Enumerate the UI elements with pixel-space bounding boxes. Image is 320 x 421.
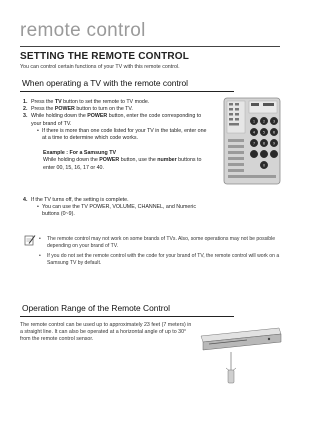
step-2-text-c: button to turn on the TV. [74, 106, 133, 113]
example-text-a: While holding down the [43, 157, 100, 164]
title-rule [20, 46, 280, 47]
example-block [31, 150, 209, 172]
note-item: • If you do not set the remote control with the code for your brand of TV, the remote control will work on a Samsung TV by default. [38, 253, 284, 267]
tv-operation-heading: When operating a TV with the remote control [22, 78, 189, 88]
range-heading: Operation Range of the Remote Control [22, 303, 171, 313]
step-2-text-b: POWER [54, 106, 75, 113]
range-text: The remote control can be used up to approximately 23 feet (7 meters) in a straight line. It can also be operated at a horizontal angle of up to 30° from the remote control sensor. [20, 322, 192, 342]
step-1-text-a: Press the [31, 99, 55, 105]
tv-operation-rule [20, 91, 234, 92]
step-2 [23, 106, 209, 113]
step-2-number: 2. [23, 106, 28, 113]
step-4-text: If the TV turns off, the setting is complete. [31, 197, 129, 203]
svg-text:6: 6 [272, 130, 276, 135]
step-4-block [23, 197, 209, 219]
svg-text:7: 7 [252, 141, 256, 146]
range-rule [20, 316, 234, 317]
step-4-bullet: • You can use the TV POWER, VOLUME, CHANNEL, and Numeric buttons (0~9). [31, 204, 209, 218]
step-3-text-c: button, enter the code corresponding to your brand of TV. [31, 113, 202, 127]
step-3-text-a: While holding down the [31, 113, 88, 120]
svg-text:9: 9 [272, 141, 276, 146]
svg-text:5: 5 [262, 130, 266, 135]
example-text-d: number [157, 157, 177, 164]
svg-text:2: 2 [262, 119, 266, 124]
page-title: remote control [20, 20, 146, 41]
svg-text:0: 0 [262, 163, 266, 168]
notes [38, 236, 284, 270]
step-4 [23, 197, 209, 219]
step-1-number: 1. [23, 99, 28, 105]
step-3-bullet: • If there is more than one code listed for your TV in the table, enter one at a time to determine which code works. [31, 128, 209, 142]
note-pencil-icon [24, 234, 36, 246]
intro-text: You can control certain functions of your TV with this remote control. [20, 64, 180, 70]
example-title: Example : For a Samsung TV [43, 150, 116, 157]
step-3-text-b: POWER [87, 113, 108, 120]
note-item: • The remote control may not work on some brands of TVs. Also, some operations may not be possible depending on your brand of TV. [38, 236, 284, 250]
blu-ray-player-illustration [197, 326, 283, 384]
step-2-text-a: Press the [31, 106, 55, 113]
step-1 [23, 99, 209, 106]
svg-text:1: 1 [252, 119, 256, 124]
svg-text:4: 4 [252, 130, 256, 135]
remote-control-illustration [223, 97, 281, 185]
steps [23, 99, 209, 172]
step-4-number: 4. [23, 197, 28, 203]
example-text-c: button, use the [119, 157, 158, 164]
example-text [43, 157, 209, 171]
section-title: SETTING THE REMOTE CONTROL [20, 51, 190, 62]
step-3-number: 3. [23, 113, 28, 120]
step-1-text-b: TV [54, 99, 62, 105]
example-text-e: buttons to enter 00, 15, 16, 17 or 40. [43, 157, 202, 171]
svg-text:8: 8 [262, 141, 266, 146]
svg-text:3: 3 [272, 119, 276, 124]
step-3 [23, 113, 209, 171]
step-1-text-c: button to set the remote to TV mode. [61, 99, 150, 105]
example-text-b: POWER [99, 157, 120, 164]
